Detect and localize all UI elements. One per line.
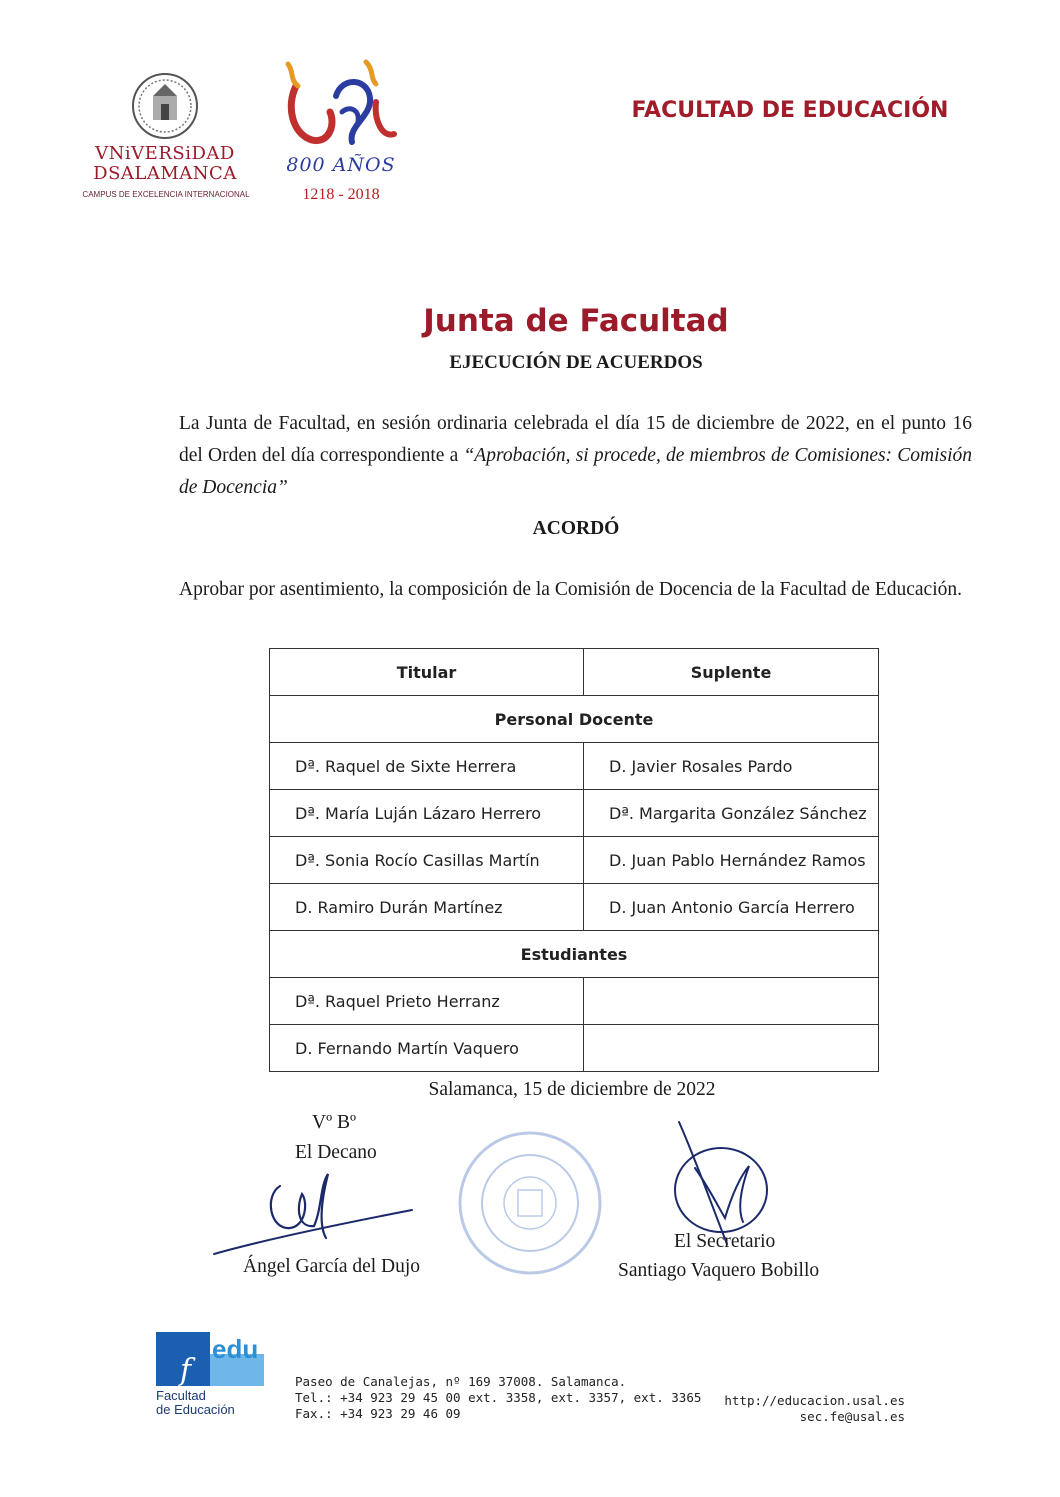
table-row	[270, 743, 879, 790]
footer-faculty-name	[156, 1389, 235, 1417]
table-row	[270, 884, 879, 931]
resolution-heading: ACORDÓ	[532, 518, 620, 539]
suplente-cell: D. Juan Pablo Hernández Ramos	[584, 837, 879, 884]
suplente-cell: D. Javier Rosales Pardo	[584, 743, 879, 790]
group-personal-docente: Personal Docente	[270, 696, 879, 743]
intro-paragraph	[179, 408, 972, 504]
footer-faculty-line1: Facultad	[156, 1388, 206, 1403]
table-group-row	[270, 931, 879, 978]
university-name-line1: VNiVERSiDAD	[95, 143, 235, 164]
footer-web	[700, 1393, 905, 1425]
table-row	[270, 978, 879, 1025]
document-title: Junta de Facultad	[423, 303, 729, 339]
campus-label: CAMPUS DE EXCELENCIA INTERNACIONAL	[82, 190, 250, 199]
dean-role: El Decano	[295, 1142, 377, 1163]
table-row	[270, 837, 879, 884]
secretary-name: Santiago Vaquero Bobillo	[618, 1260, 820, 1281]
resolution-paragraph: Aprobar por asentimiento, la composición de la Comisión de Docencia de la Facultad de Educación.	[179, 579, 963, 600]
table-row	[270, 1025, 879, 1072]
table-group-row	[270, 696, 879, 743]
table-row	[270, 790, 879, 837]
logo-letter: f	[180, 1353, 192, 1386]
footer-phone: Tel.: +34 923 29 45 00 ext. 3358, ext. 3357, ext. 3365	[295, 1390, 702, 1405]
footer-website-link[interactable]: http://educacion.usal.es	[724, 1393, 905, 1408]
footer-faculty-line2: de Educación	[156, 1402, 235, 1417]
header-titular: Titular	[270, 649, 584, 696]
document-subtitle: EJECUCIÓN DE ACUERDOS	[449, 352, 703, 373]
intro-text: La Junta de Facultad, en sesión ordinaria celebrada el día 15 de diciembre de 2022, en el punto 16 del Orden del día correspondiente a	[179, 413, 972, 466]
suplente-cell: Dª. Margarita González Sánchez	[584, 790, 879, 837]
anniversary-text: 800 AÑOS	[286, 154, 396, 176]
titular-cell: Dª. María Luján Lázaro Herrero	[270, 790, 584, 837]
anniversary-logo-icon	[278, 56, 400, 154]
titular-cell: Dª. Sonia Rocío Casillas Martín	[270, 837, 584, 884]
dean-signature-icon	[210, 1168, 420, 1263]
dean-name: Ángel García del Dujo	[243, 1256, 421, 1277]
faculty-edu-logo-icon	[156, 1332, 264, 1386]
anniversary-years: 1218 - 2018	[302, 186, 380, 203]
titular-cell: Dª. Raquel de Sixte Herrera	[270, 743, 584, 790]
table-header-row	[270, 649, 879, 696]
footer-email-link[interactable]: sec.fe@usal.es	[799, 1409, 905, 1424]
suplente-cell: D. Juan Antonio García Herrero	[584, 884, 879, 931]
group-estudiantes: Estudiantes	[270, 931, 879, 978]
university-name-line2: DSALAMANCA	[93, 163, 237, 184]
titular-cell: Dª. Raquel Prieto Herranz	[270, 978, 584, 1025]
titular-cell: D. Ramiro Durán Martínez	[270, 884, 584, 931]
logo-text: edu	[212, 1334, 259, 1364]
footer-address: Paseo de Canalejas, nº 169 37008. Salamanca.	[295, 1374, 627, 1389]
secretary-role: El Secretario	[674, 1231, 776, 1252]
footer-fax: Fax.: +34 923 29 46 09	[295, 1406, 461, 1421]
vobo-label: Vº Bº	[312, 1112, 357, 1133]
secretary-signature-icon	[665, 1118, 775, 1248]
place-date: Salamanca, 15 de diciembre de 2022	[428, 1079, 716, 1100]
footer-contact	[295, 1374, 701, 1422]
agenda-item-quote: “Aprobación, si procede, de miembros de Comisiones: Comisión de Docencia”	[179, 445, 972, 498]
header-suplente: Suplente	[584, 649, 879, 696]
faculty-header: FACULTAD DE EDUCACIÓN	[631, 98, 949, 123]
university-seal-icon	[131, 70, 199, 142]
suplente-cell	[584, 1025, 879, 1072]
titular-cell: D. Fernando Martín Vaquero	[270, 1025, 584, 1072]
suplente-cell	[584, 978, 879, 1025]
faculty-stamp-icon	[455, 1128, 605, 1278]
commission-table	[269, 648, 879, 1072]
